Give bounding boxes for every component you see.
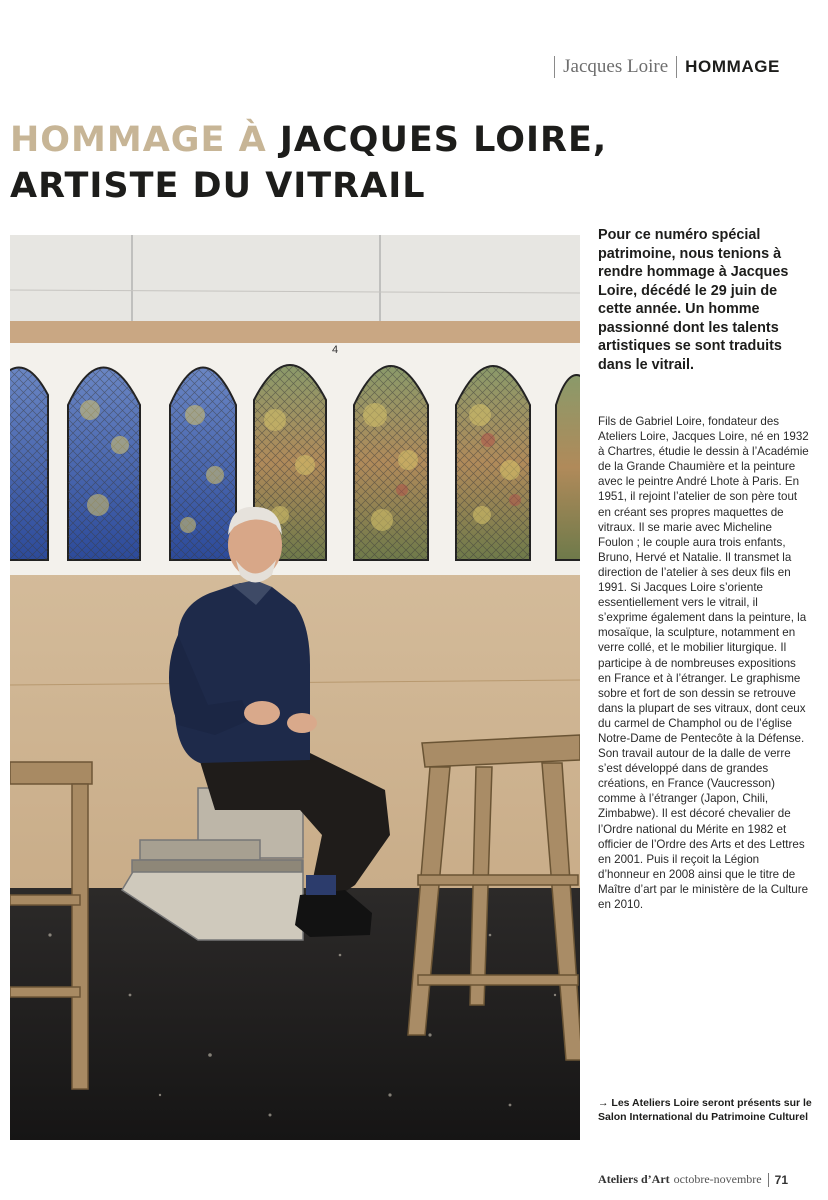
- running-head: [546, 56, 780, 78]
- running-head-section: HOMMAGE: [685, 57, 780, 76]
- stained-glass-panels: [10, 365, 580, 560]
- portrait-photo: [10, 235, 580, 1140]
- divider: [554, 56, 555, 78]
- title-line1: JACQUES LOIRE,: [279, 120, 608, 160]
- footer-magazine: Ateliers d’Art: [598, 1172, 670, 1186]
- stained-glass-window: [556, 375, 580, 560]
- page-footer: [598, 1172, 788, 1187]
- event-note: → Les Ateliers Loire seront présents sur le Salon International du Patrimoine Culturel: [598, 1097, 812, 1123]
- wood-rail: [10, 321, 580, 343]
- divider: [768, 1173, 769, 1187]
- footer-issue: octobre-novembre: [673, 1172, 762, 1186]
- intro-paragraph: Pour ce numéro spécial patrimoine, nous tenions à rendre hommage à Jacques Loire, décédé le 29 juin de cette année. Un homme passionné dont les talents artistiques se sont traduits dans le vitrail.: [598, 227, 789, 373]
- divider: [676, 56, 677, 78]
- wall-background: [10, 235, 580, 325]
- title-accent: HOMMAGE À: [10, 120, 267, 160]
- page-number: 71: [774, 1172, 788, 1187]
- article-title: [10, 117, 810, 209]
- running-head-author: Jacques Loire: [563, 56, 669, 77]
- title-line2: ARTISTE DU VITRAIL: [10, 166, 426, 206]
- article-body: Fils de Gabriel Loire, fondateur des Ateliers Loire, Jacques Loire, né en 1932 à Chartres, étudie le dessin à l’Académie de la Grande Chaumière et la peinture avec le peintre André Lhote à Paris. En 1951, il rejoint l’atelier de son père tout en créant ses propres maquettes de vitraux. Il se marie avec Micheline Foulon ; le couple aura trois enfants, Bruno, Hervé et Natalie. Il transmet la direction de l’atelier à ses deux fils en 1991. Si Jacques Loire s’oriente essentiellement vers le vitrail, il s’exprime également dans la peinture, la mosaïque, la sculpture, notamment en verre collé, et le mobilier liturgique. Il participe à de nombreuses expositions en France et à l’étranger. Le graphisme sobre et fort de son dessin se retrouve dans la plupart de ses vitraux, dont ceux du carmel de Champhol ou de l’église Notre-Dame de Pentecôte à la Défense. Son travail autour de la dalle de verre s’est développé dans de grandes créations, en France (Vaucresson) comme à l’étranger (Japon, Chili, Zimbabwe). Il est décoré chevalier de l’Ordre national du Mérite en 1982 et officier de l’Ordre des Arts et des Lettres en 2001. Puis il reçoit la Légion d’honneur en 2008 ainsi que le titre de Maître d’art par le ministère de la Culture en 2010.: [598, 415, 809, 911]
- panel-mark: 4: [332, 344, 339, 356]
